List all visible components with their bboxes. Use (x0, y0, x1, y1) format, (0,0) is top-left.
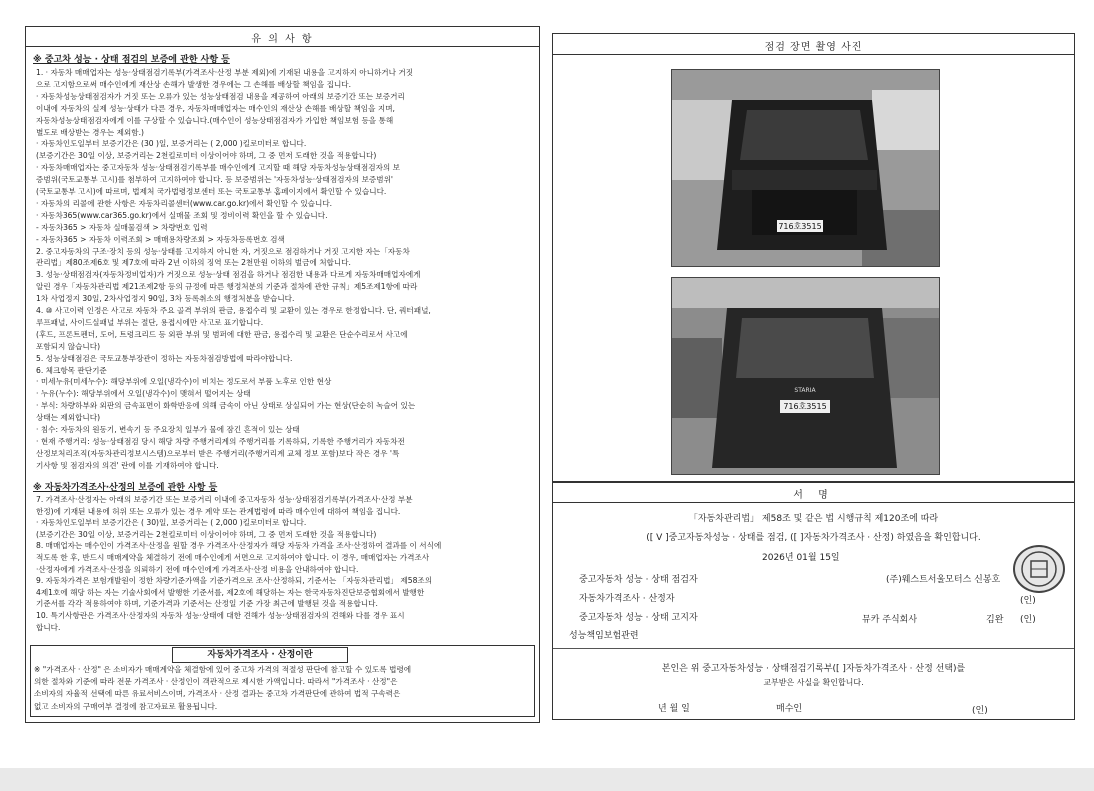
notifier-name: 김완 (986, 615, 1004, 625)
text-line: 10. 특기사항란은 가격조사·산정자의 자동차 성능·상태에 대한 견해가 성능·상태점검자의 견해와 다를 경우 표시 (36, 611, 405, 620)
signature-confirm-line: ([ V ]중고자동차성능 · 상태를 점검, ([ ]자동차가격조사 · 산정) 하였음을 확인합니다. (646, 533, 981, 543)
text-line: - 자동차365 > 자동차 실매물검색 > 차량번호 입력 (36, 222, 208, 232)
text-line: · 미세누유(미세누수): 해당부위에 오일(냉각수)이 비치는 정도로서 부품 노후로 인한 현상 (36, 377, 332, 387)
price-info-box-title: 자동차가격조사 · 산정이란 (172, 647, 348, 663)
text-line: · 부식: 차량하부와 외판의 금속표면이 화학반응에 의해 금속이 아닌 상태로 상실되어 가는 현상(단순히 녹슬어 있는 (36, 401, 416, 411)
front-photo (671, 69, 940, 267)
front-plate: 716호3515 (778, 222, 822, 231)
text-line: 이내에 자동차의 실제 성능·상태가 다른 경우, 자동차매매업자는 매수인의 재산상 손해를 배상할 책임을 지며, (36, 103, 395, 113)
viewer-bottom-bar (0, 768, 1094, 791)
text-line: 별도로 배상받는 경우는 제외함.) (36, 127, 144, 137)
text-line: (보증기간은 30일 이상, 보증거리는 2천킬로미터 이상이어야 하며, 그 중 먼저 도래한 것을 적용합니다) (36, 529, 377, 539)
text-line: 의한 절차와 기준에 따라 전문 가격조사 · 산정인이 객관적으로 제시한 가액입니다. 따라서 "가격조사 · 산정"은 (34, 677, 398, 687)
text-line: · 침수: 자동차의 원동기, 변속기 등 주요장치 일부가 물에 잠긴 흔적이 있는 상태 (36, 425, 300, 434)
text-line: 2. 중고자동차의 구조·장치 등의 성능·상태를 고지하지 아니한 자, 거짓으로 점검하거나 거짓 고지한 자는「자동차 (36, 246, 410, 256)
text-line: 6. 체크항목 판단기준 (36, 365, 107, 375)
text-line: 5. 성능상태점검은 국토교통부장관이 정하는 자동차점검방법에 따라야합니다. (36, 353, 293, 363)
text-line: 알린 경우「자동차관리법 제21조제2항 등의 규정에 따른 행정처분의 기준과 절차에 관한 규칙」제5조제1항에 따라 (36, 282, 418, 292)
inspector-value: (주)웨스트서울모터스 신봉호 (886, 575, 1001, 585)
text-line: 4. ⑩ 사고이력 인정은 사고로 자동차 주요 골격 부위의 판금, 용접수리 및 교환이 있는 경우로 한정합니다. 단, 쿼터패널, (36, 306, 431, 315)
text-line: · 자동차365(www.car365.go.kr)에서 실매물 조회 및 정비이력 확인을 할 수 있습니다. (36, 210, 328, 220)
text-line: · 자동차매매업자는 중고자동차 성능·상태점검기록부를 매수인에게 고지할 때 해당 자동차성능상태점검자의 보 (36, 163, 400, 173)
text-line: 상태는 제외합니다) (36, 413, 101, 423)
text-line: · 누유(누수): 해당부위에서 오일(냉각수)이 맺혀서 떨어지는 상태 (36, 389, 251, 399)
text-line: 포함되지 않습니다) (36, 341, 101, 351)
company-seal (1013, 545, 1065, 593)
rear-badge: STARIA (794, 387, 816, 394)
signature-date: 2026년 01월 15일 (762, 553, 840, 563)
notifier-seal-mark: (인) (1020, 615, 1036, 625)
section-price-heading: ※ 자동차가격조사·산정의 보증에 관한 사항 등 (33, 483, 218, 493)
text-line: 관리법」제80조제6호 및 제7호에 따라 2년 이하의 징역 또는 2천만원 이하의 벌금에 처합니다. (36, 258, 351, 268)
insurance-label: 성능책임보험관련 (569, 631, 639, 641)
notice-title: 유 의 사 항 (26, 30, 539, 47)
notifier-value: 뮤카 주식회사 (862, 615, 918, 625)
text-line: 자동차성능상태점검자에게 이를 구상할 수 있습니다.(매수인이 성능상태점검자가 가입한 책임보험 등을 통해 (36, 115, 394, 125)
buyer-label: 매수인 (776, 704, 803, 714)
text-line: 루프패널, 사이드실패널 부위는 절단, 용접시에만 사고로 표기합니다. (36, 317, 264, 327)
buyer-date-blank: 년 월 일 (658, 704, 690, 714)
text-line: 기준서를 각각 적용하여야 하며, 기준가격과 기준서는 산정일 기준 가장 최근에 발행된 것을 적용합니다. (36, 599, 378, 609)
signature-title: 서 명 (553, 486, 1074, 503)
text-line: 적도록 한 후, 반드시 매매계약을 체결하기 전에 매수인에게 서면으로 고지하여야 합니다. 이 경우, 매매업자는 가격조사 (36, 553, 430, 562)
text-line: 3. 성능·상태점검자(자동차정비업자)가 거짓으로 성능·상태 점검을 하거나 점검한 내용과 다르게 자동차매매업자에게 (36, 270, 421, 280)
inspector-label: 중고자동차 성능 · 상태 점검자 (579, 575, 698, 585)
buyer-seal-mark: (인) (972, 706, 988, 716)
rear-car-image (672, 278, 939, 474)
rear-plate: 716호3515 (783, 402, 827, 411)
text-line: 산정보처리조직(자동차관리정보시스템)으로부터 받은 주행거리(주행거리계 교체 정보 포함)보다 작은 경우 '특 (36, 448, 400, 458)
text-line: · 자동차의 리콜에 관한 사항은 자동차리콜센터(www.car.go.kr)에서 확인할 수 있습니다. (36, 198, 333, 208)
photo-title: 점검 장면 촬영 사진 (553, 38, 1074, 55)
appraiser-label: 자동차가격조사 · 산정자 (579, 594, 675, 604)
text-line: 9. 자동차가격은 보험개발원이 정한 차량기준가액을 기준가격으로 조사·산정하되, 기준서는 「자동차관리법」 제58조의 (36, 576, 433, 586)
text-line: 한정)에 기재된 내용에 허위 또는 오류가 있는 경우 계약 또는 관계법령에 따라 매수인에 대하여 책임을 집니다. (36, 506, 401, 516)
text-line: - 자동차365 > 자동차 이력조회 > 매매용차량조회 > 자동차등록번호 검색 (36, 234, 285, 244)
text-line: · 자동차성능상태점검자가 거짓 또는 오류가 있는 성능상태점검 내용을 제공하여 아래의 보증기간 또는 보증거리 (36, 91, 405, 101)
text-line: · 자동차인도일부터 보증기간은 (30 )일, 보증거리는 ( 2,000 )킬로미터로 합니다. (36, 139, 307, 149)
appraiser-seal-mark: (인) (1020, 596, 1036, 606)
text-line: (국토교통부 고시)에 따르며, 법제처 국가법령정보센터 또는 국토교통부 홈페이지에서 확인할 수 있습니다. (36, 187, 387, 196)
buyer-confirm-line: 본인은 위 중고자동차성능 · 상태점검기록부([ ]자동차가격조사 · 산정 선택)를 (661, 664, 966, 674)
buyer-confirm-line2: 교부받은 사실을 확인합니다. (763, 678, 864, 687)
text-line: (후드, 프론트펜더, 도어, 트렁크리드 등 외판 부위 및 범퍼에 대한 판금, 용접수리 및 교환은 단순수리로서 사고에 (36, 329, 408, 339)
text-line: 7. 가격조사·산정자는 아래의 보증기간 또는 보증거리 이내에 중고자동차 성능·상태점검기록부(가격조사·산정 부분 (36, 495, 413, 504)
text-line: 1차 사업정지 30일, 2차사업정지 90일, 3차 등록취소의 행정처분을 받습니다. (36, 294, 295, 304)
seal-icon (1015, 547, 1063, 591)
text-line: (보증기간은 30일 이상, 보증거리는 2천킬로미터 이상이어야 하며, 그 중 먼저 도래한 것을 적용합니다) (36, 151, 377, 161)
text-line: ·산정자에게 가격조사·산정을 의뢰하기 전에 매수인에게 가격조사·산정 비용을 안내하여야 합니다. (36, 564, 359, 574)
text-line: 합니다. (36, 622, 61, 632)
text-line: 소비자의 자율적 선택에 따른 유료서비스이며, 가격조사 · 산정 결과는 중고차 가격판단에 관하여 법적 구속력은 (34, 689, 401, 699)
text-line: · 현재 주행거리: 성능·상태점검 당시 해당 차량 주행거리계의 주행거리를 기록하되, 기록한 주행거리가 자동차전 (36, 436, 405, 446)
front-car-image (672, 70, 939, 266)
text-line: ※ "가격조사 · 산정" 은 소비자가 매매계약을 체결함에 있어 중고차 가격의 적절성 판단에 참고할 수 있도록 법령에 (34, 665, 412, 674)
text-line: 증범위(국토교통부 고시)를 첨부하여 고지하여야 합니다. 등 보증범위는 '자동차성능·상태점검자의 보증범위' (36, 175, 393, 185)
rear-photo (671, 277, 940, 475)
text-line: · 자동차인도일부터 보증기간은 ( 30)일, 보증거리는 ( 2,000 )킬로미터로 합니다. (36, 518, 307, 528)
text-line: 4제1호에 해당 하는 자는 기술사회에서 발행한 기준서를, 제2호에 해당하는 자는 한국자동차진단보증협회에서 발행한 (36, 587, 425, 597)
signature-law-line: 「자동차관리법」 제58조 및 같은 법 시행규칙 제120조에 따라 (688, 514, 939, 524)
text-line: 으로 고지함으로써 매수인에게 재산상 손해가 발생한 경우에는 그 손해를 배상할 책임을 집니다. (36, 79, 352, 89)
notifier-label: 중고자동차 성능 · 상태 고지자 (579, 613, 698, 623)
text-line: 기사항 및 점검자의 의견' 란에 이를 기재하여야 합니다. (36, 460, 219, 470)
text-line: 8. 매매업자는 매수인이 가격조사·산정을 원할 경우 가격조사·산정자가 해당 자동차 가격을 조사·산정하여 결과를 이 서식에 (36, 541, 442, 551)
text-line: 1. · 자동차 매매업자는 성능·상태점검기록부(가격조사·산정 부분 제외)에 기재된 내용을 고지하지 아니하거나 거짓 (36, 68, 414, 77)
section-performance-heading: ※ 중고차 성능 · 상태 점검의 보증에 관한 사항 등 (33, 55, 230, 65)
confirm-divider (553, 648, 1074, 649)
text-line: 없고 소비자의 구매여부 결정에 참고자료로 활용됩니다. (34, 701, 218, 711)
